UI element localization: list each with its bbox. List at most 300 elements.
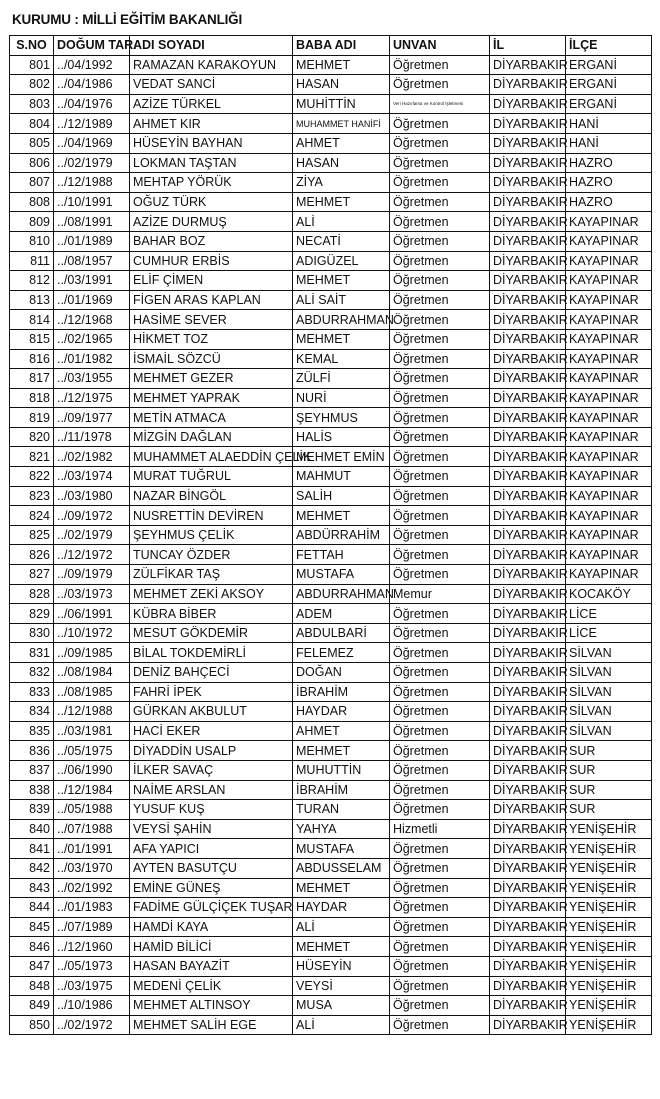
cell-title: Öğretmen [390,604,490,624]
cell-father-name: DOĞAN [293,663,390,683]
cell-province: DİYARBAKIR [490,858,566,878]
cell-sno: 814 [10,310,54,330]
cell-full-name: MEHMET ALTINSOY [130,996,293,1016]
table-row [10,467,652,487]
cell-sno: 816 [10,349,54,369]
cell-district: KAYAPINAR [566,486,652,506]
cell-sno: 848 [10,976,54,996]
cell-title: Öğretmen [390,192,490,212]
cell-district: KOCAKÖY [566,584,652,604]
cell-province: DİYARBAKIR [490,760,566,780]
cell-birth-date: ../02/1979 [54,525,130,545]
cell-sno: 828 [10,584,54,604]
header-sno: S.NO [10,36,54,56]
cell-birth-date: ../09/1972 [54,506,130,526]
table-row [10,800,652,820]
cell-father-name: MUSA [293,996,390,1016]
cell-father-name: HAYDAR [293,898,390,918]
cell-father-name: MEHMET [293,878,390,898]
cell-father-name: AHMET [293,133,390,153]
cell-full-name: OĞUZ TÜRK [130,192,293,212]
cell-father-name: HÜSEYİN [293,956,390,976]
cell-title: Öğretmen [390,800,490,820]
cell-sno: 823 [10,486,54,506]
cell-birth-date: ../04/1976 [54,94,130,114]
cell-district: ERGANİ [566,94,652,114]
cell-title: Hizmetli [390,819,490,839]
table-row [10,780,652,800]
cell-father-name: MEHMET [293,55,390,75]
cell-province: DİYARBAKIR [490,310,566,330]
cell-sno: 811 [10,251,54,271]
cell-province: DİYARBAKIR [490,839,566,859]
cell-father-name: ABDÜRRAHİM [293,525,390,545]
cell-title: Öğretmen [390,506,490,526]
cell-birth-date: ../09/1985 [54,643,130,663]
cell-sno: 821 [10,447,54,467]
cell-province: DİYARBAKIR [490,231,566,251]
cell-birth-date: ../12/1988 [54,702,130,722]
cell-title: Öğretmen [390,898,490,918]
table-row [10,114,652,134]
cell-district: HANİ [566,114,652,134]
table-row [10,1015,652,1035]
cell-full-name: ELİF ÇİMEN [130,271,293,291]
table-row [10,956,652,976]
cell-district: KAYAPINAR [566,271,652,291]
cell-district: YENİŞEHİR [566,898,652,918]
table-row [10,682,652,702]
cell-full-name: NAZAR BİNGÖL [130,486,293,506]
cell-father-name: MEHMET [293,192,390,212]
cell-district: KAYAPINAR [566,467,652,487]
cell-birth-date: ../03/1970 [54,858,130,878]
table-row [10,408,652,428]
table-row [10,231,652,251]
cell-title: Öğretmen [390,741,490,761]
cell-full-name: AYTEN BASUTÇU [130,858,293,878]
cell-father-name: MUHAMMET HANİFİ [293,114,390,134]
table-row [10,976,652,996]
cell-title: Öğretmen [390,290,490,310]
cell-full-name: İLKER SAVAÇ [130,760,293,780]
cell-district: HAZRO [566,192,652,212]
cell-sno: 820 [10,427,54,447]
cell-birth-date: ../09/1979 [54,565,130,585]
table-row [10,898,652,918]
cell-province: DİYARBAKIR [490,741,566,761]
header-province: İL [490,36,566,56]
cell-father-name: İBRAHİM [293,780,390,800]
cell-birth-date: ../04/1986 [54,75,130,95]
cell-province: DİYARBAKIR [490,682,566,702]
cell-sno: 841 [10,839,54,859]
table-row [10,623,652,643]
cell-full-name: AFA YAPICI [130,839,293,859]
cell-father-name: MEHMET EMİN [293,447,390,467]
cell-title: Öğretmen [390,643,490,663]
cell-title: Öğretmen [390,231,490,251]
cell-father-name: ABDUSSELAM [293,858,390,878]
cell-father-name: MEHMET [293,741,390,761]
cell-birth-date: ../05/1988 [54,800,130,820]
cell-title: Öğretmen [390,917,490,937]
cell-district: YENİŞEHİR [566,917,652,937]
cell-full-name: FİGEN ARAS KAPLAN [130,290,293,310]
cell-sno: 846 [10,937,54,957]
table-row [10,545,652,565]
cell-province: DİYARBAKIR [490,819,566,839]
cell-title: Öğretmen [390,486,490,506]
cell-title: Memur [390,584,490,604]
cell-full-name: BAHAR BOZ [130,231,293,251]
cell-full-name: VEDAT SANCİ [130,75,293,95]
cell-full-name: RAMAZAN KARAKOYUN [130,55,293,75]
table-body [10,55,652,1035]
cell-title: Öğretmen [390,408,490,428]
cell-district: SUR [566,780,652,800]
cell-father-name: ZİYA [293,173,390,193]
table-row [10,369,652,389]
cell-father-name: ZÜLFİ [293,369,390,389]
cell-province: DİYARBAKIR [490,251,566,271]
cell-father-name: MUHİTTİN [293,94,390,114]
cell-sno: 806 [10,153,54,173]
cell-title: Öğretmen [390,525,490,545]
cell-father-name: KEMAL [293,349,390,369]
cell-district: SİLVAN [566,682,652,702]
table-row [10,192,652,212]
cell-full-name: MEHMET ZEKİ AKSOY [130,584,293,604]
cell-father-name: ALİ [293,917,390,937]
cell-sno: 850 [10,1015,54,1035]
cell-district: YENİŞEHİR [566,839,652,859]
table-row [10,839,652,859]
cell-father-name: MAHMUT [293,467,390,487]
cell-full-name: DENİZ BAHÇECİ [130,663,293,683]
cell-district: SUR [566,741,652,761]
cell-sno: 818 [10,388,54,408]
cell-title: Öğretmen [390,565,490,585]
cell-full-name: MURAT TUĞRUL [130,467,293,487]
table-row [10,75,652,95]
cell-district: YENİŞEHİR [566,878,652,898]
table-row [10,173,652,193]
cell-title: Öğretmen [390,447,490,467]
cell-province: DİYARBAKIR [490,388,566,408]
cell-province: DİYARBAKIR [490,369,566,389]
table-row [10,427,652,447]
cell-father-name: HAYDAR [293,702,390,722]
cell-province: DİYARBAKIR [490,584,566,604]
cell-province: DİYARBAKIR [490,545,566,565]
cell-title: Öğretmen [390,878,490,898]
table-row [10,721,652,741]
cell-sno: 824 [10,506,54,526]
cell-birth-date: ../12/1975 [54,388,130,408]
cell-province: DİYARBAKIR [490,702,566,722]
cell-full-name: HACİ EKER [130,721,293,741]
cell-full-name: MEDENİ ÇELİK [130,976,293,996]
cell-full-name: MESUT GÖKDEMİR [130,623,293,643]
cell-title: Öğretmen [390,1015,490,1035]
cell-full-name: ŞEYHMUS ÇELİK [130,525,293,545]
table-row [10,251,652,271]
cell-full-name: ZÜLFİKAR TAŞ [130,565,293,585]
cell-province: DİYARBAKIR [490,349,566,369]
cell-title: Öğretmen [390,427,490,447]
cell-district: SİLVAN [566,702,652,722]
cell-father-name: ABDURRAHMAN [293,584,390,604]
cell-full-name: HÜSEYİN BAYHAN [130,133,293,153]
cell-sno: 838 [10,780,54,800]
cell-birth-date: ../10/1991 [54,192,130,212]
table-row [10,819,652,839]
cell-birth-date: ../03/1975 [54,976,130,996]
cell-province: DİYARBAKIR [490,623,566,643]
cell-father-name: MEHMET [293,271,390,291]
cell-sno: 802 [10,75,54,95]
table-row [10,388,652,408]
cell-district: ERGANİ [566,75,652,95]
cell-sno: 803 [10,94,54,114]
cell-father-name: MUSTAFA [293,565,390,585]
cell-sno: 839 [10,800,54,820]
table-row [10,310,652,330]
cell-full-name: YUSUF KUŞ [130,800,293,820]
cell-sno: 845 [10,917,54,937]
cell-title: Öğretmen [390,388,490,408]
cell-province: DİYARBAKIR [490,271,566,291]
cell-father-name: SALİH [293,486,390,506]
cell-province: DİYARBAKIR [490,898,566,918]
cell-father-name: MEHMET [293,937,390,957]
cell-father-name: ALİ [293,1015,390,1035]
cell-district: YENİŞEHİR [566,937,652,957]
cell-title: Veri Hazırlama ve Kontrol İşletmeni [390,94,490,114]
cell-district: SUR [566,760,652,780]
cell-district: YENİŞEHİR [566,819,652,839]
cell-sno: 815 [10,329,54,349]
cell-province: DİYARBAKIR [490,996,566,1016]
cell-birth-date: ../07/1988 [54,819,130,839]
cell-sno: 812 [10,271,54,291]
table-row [10,290,652,310]
cell-birth-date: ../08/1985 [54,682,130,702]
cell-father-name: YAHYA [293,819,390,839]
cell-province: DİYARBAKIR [490,173,566,193]
cell-province: DİYARBAKIR [490,133,566,153]
cell-district: KAYAPINAR [566,388,652,408]
cell-sno: 840 [10,819,54,839]
cell-title: Öğretmen [390,114,490,134]
cell-father-name: HASAN [293,153,390,173]
cell-district: YENİŞEHİR [566,976,652,996]
cell-father-name: ABDULBARİ [293,623,390,643]
table-row [10,663,652,683]
cell-full-name: HİKMET TOZ [130,329,293,349]
cell-sno: 836 [10,741,54,761]
cell-father-name: TURAN [293,800,390,820]
cell-father-name: HALİS [293,427,390,447]
table-row [10,760,652,780]
cell-province: DİYARBAKIR [490,780,566,800]
table-row [10,349,652,369]
cell-sno: 807 [10,173,54,193]
cell-sno: 833 [10,682,54,702]
cell-sno: 844 [10,898,54,918]
cell-title: Öğretmen [390,55,490,75]
cell-sno: 834 [10,702,54,722]
cell-father-name: FETTAH [293,545,390,565]
cell-title: Öğretmen [390,780,490,800]
header-title: UNVAN [390,36,490,56]
cell-district: KAYAPINAR [566,369,652,389]
cell-province: DİYARBAKIR [490,427,566,447]
cell-full-name: BİLAL TOKDEMİRLİ [130,643,293,663]
cell-province: DİYARBAKIR [490,153,566,173]
cell-sno: 830 [10,623,54,643]
header-full-name: ADI SOYADI [130,36,293,56]
cell-province: DİYARBAKIR [490,643,566,663]
cell-father-name: ADEM [293,604,390,624]
cell-sno: 804 [10,114,54,134]
cell-province: DİYARBAKIR [490,192,566,212]
cell-district: KAYAPINAR [566,506,652,526]
cell-district: HANİ [566,133,652,153]
cell-sno: 825 [10,525,54,545]
cell-father-name: MEHMET [293,506,390,526]
cell-title: Öğretmen [390,310,490,330]
cell-full-name: HASAN BAYAZİT [130,956,293,976]
cell-province: DİYARBAKIR [490,721,566,741]
cell-birth-date: ../10/1972 [54,623,130,643]
cell-birth-date: ../08/1957 [54,251,130,271]
table-row [10,878,652,898]
cell-province: DİYARBAKIR [490,663,566,683]
cell-birth-date: ../06/1991 [54,604,130,624]
cell-district: KAYAPINAR [566,545,652,565]
cell-title: Öğretmen [390,663,490,683]
cell-birth-date: ../02/1965 [54,329,130,349]
table-row [10,153,652,173]
cell-sno: 813 [10,290,54,310]
cell-district: KAYAPINAR [566,290,652,310]
cell-father-name: ŞEYHMUS [293,408,390,428]
header-district: İLÇE [566,36,652,56]
cell-title: Öğretmen [390,153,490,173]
header-father-name: BABA ADI [293,36,390,56]
cell-full-name: MEHMET SALİH EGE [130,1015,293,1035]
cell-birth-date: ../11/1978 [54,427,130,447]
cell-father-name: FELEMEZ [293,643,390,663]
cell-title: Öğretmen [390,349,490,369]
cell-father-name: MEHMET [293,329,390,349]
cell-full-name: DİYADDİN USALP [130,741,293,761]
personnel-table [9,35,652,1035]
cell-title: Öğretmen [390,75,490,95]
cell-title: Öğretmen [390,545,490,565]
cell-province: DİYARBAKIR [490,467,566,487]
cell-province: DİYARBAKIR [490,878,566,898]
cell-birth-date: ../02/1982 [54,447,130,467]
cell-district: SİLVAN [566,643,652,663]
cell-province: DİYARBAKIR [490,486,566,506]
cell-birth-date: ../04/1992 [54,55,130,75]
cell-sno: 831 [10,643,54,663]
cell-province: DİYARBAKIR [490,94,566,114]
cell-district: YENİŞEHİR [566,858,652,878]
cell-province: DİYARBAKIR [490,55,566,75]
cell-full-name: NAİME ARSLAN [130,780,293,800]
cell-title: Öğretmen [390,133,490,153]
cell-birth-date: ../12/1984 [54,780,130,800]
cell-title: Öğretmen [390,858,490,878]
cell-father-name: ADIGÜZEL [293,251,390,271]
cell-province: DİYARBAKIR [490,565,566,585]
cell-sno: 805 [10,133,54,153]
cell-title: Öğretmen [390,937,490,957]
cell-birth-date: ../12/1960 [54,937,130,957]
cell-full-name: GÜRKAN AKBULUT [130,702,293,722]
cell-sno: 832 [10,663,54,683]
cell-birth-date: ../03/1955 [54,369,130,389]
cell-birth-date: ../12/1972 [54,545,130,565]
cell-province: DİYARBAKIR [490,447,566,467]
table-row [10,584,652,604]
cell-sno: 822 [10,467,54,487]
cell-full-name: CUMHUR ERBİS [130,251,293,271]
cell-title: Öğretmen [390,956,490,976]
cell-province: DİYARBAKIR [490,290,566,310]
cell-province: DİYARBAKIR [490,212,566,232]
cell-province: DİYARBAKIR [490,114,566,134]
cell-full-name: HAMDİ KAYA [130,917,293,937]
cell-birth-date: ../01/1983 [54,898,130,918]
cell-province: DİYARBAKIR [490,800,566,820]
cell-sno: 843 [10,878,54,898]
cell-district: KAYAPINAR [566,408,652,428]
cell-birth-date: ../08/1984 [54,663,130,683]
table-row [10,55,652,75]
table-row [10,937,652,957]
cell-title: Öğretmen [390,760,490,780]
cell-province: DİYARBAKIR [490,937,566,957]
cell-province: DİYARBAKIR [490,956,566,976]
cell-sno: 819 [10,408,54,428]
cell-father-name: ABDURRAHMAN [293,310,390,330]
cell-birth-date: ../01/1991 [54,839,130,859]
cell-district: KAYAPINAR [566,329,652,349]
cell-district: YENİŞEHİR [566,996,652,1016]
cell-full-name: EMİNE GÜNEŞ [130,878,293,898]
cell-birth-date: ../07/1989 [54,917,130,937]
cell-father-name: ALİ SAİT [293,290,390,310]
cell-full-name: FADİME GÜLÇİÇEK TUŞAR [130,898,293,918]
cell-birth-date: ../12/1968 [54,310,130,330]
cell-birth-date: ../12/1989 [54,114,130,134]
cell-title: Öğretmen [390,329,490,349]
cell-district: ERGANİ [566,55,652,75]
cell-district: YENİŞEHİR [566,1015,652,1035]
cell-title: Öğretmen [390,212,490,232]
cell-sno: 847 [10,956,54,976]
cell-full-name: MUHAMMET ALAEDDİN ÇELİK [130,447,293,467]
cell-full-name: İSMAİL SÖZCÜ [130,349,293,369]
cell-province: DİYARBAKIR [490,525,566,545]
cell-birth-date: ../02/1979 [54,153,130,173]
cell-full-name: AZİZE DURMUŞ [130,212,293,232]
